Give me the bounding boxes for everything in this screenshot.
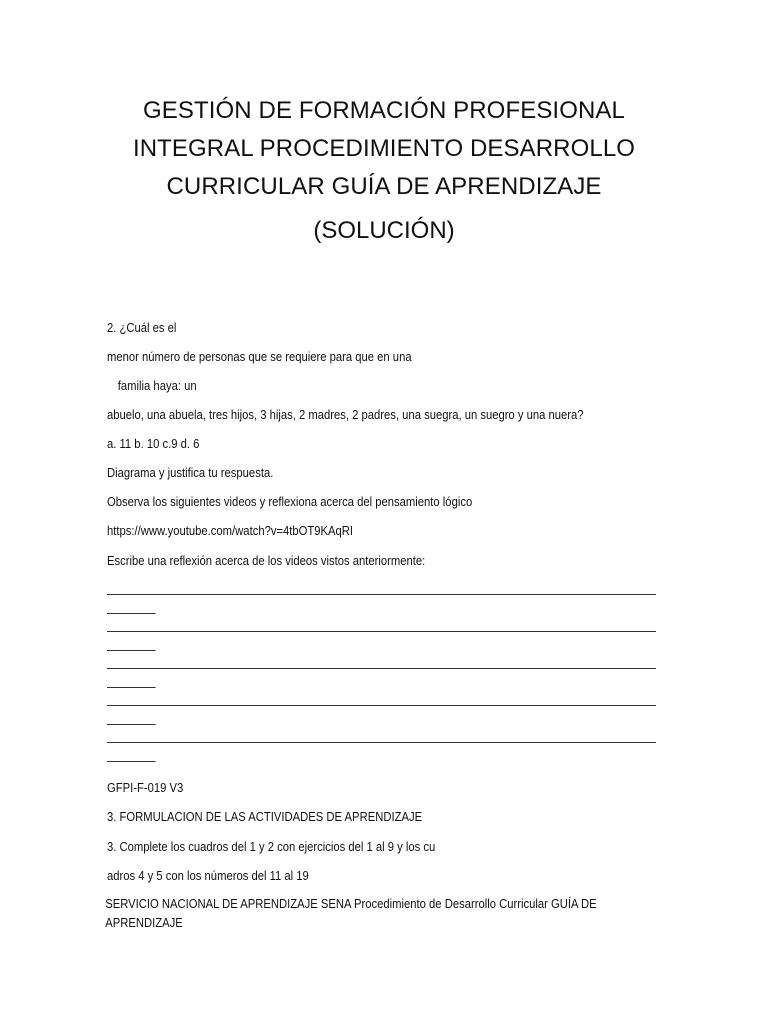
question-instruction: Diagrama y justifica tu respuesta. xyxy=(107,466,274,480)
video-link[interactable]: https://www.youtube.com/watch?v=4tbOT9KAqRI xyxy=(107,524,354,538)
institution-footer: SERVICIO NACIONAL DE APRENDIZAJE SENA Procedimiento de Desarrollo Curricular GUÍA DE APRENDIZAJE xyxy=(105,897,597,930)
title-line-1: GESTIÓN DE FORMACIÓN PROFESIONAL xyxy=(143,97,625,124)
section-heading: 3. FORMULACION DE LAS ACTIVIDADES DE APRENDIZAJE xyxy=(107,810,423,824)
question-line-4: abuelo, una abuela, tres hijos, 3 hijas, 2 madres, 2 padres, una suegra, un suegro y una nuera? xyxy=(107,408,584,422)
reflection-answer-line-4[interactable] xyxy=(107,693,656,729)
reflection-prompt: Escribe una reflexión acerca de los videos vistos anteriormente: xyxy=(107,554,426,568)
question-line-3: familia haya: un xyxy=(117,379,197,393)
document-title xyxy=(0,92,768,206)
activity-line-2: adros 4 y 5 con los números del 11 al 19 xyxy=(107,869,309,883)
videos-prompt: Observa los siguientes videos y reflexiona acerca del pensamiento lógico xyxy=(107,495,473,509)
reflection-answer-line-2[interactable] xyxy=(107,619,656,655)
reflection-answer-line-3[interactable] xyxy=(107,656,656,692)
answer-options: a. 11 b. 10 c.9 d. 6 xyxy=(107,437,200,451)
form-code: GFPI-F-019 V3 xyxy=(107,781,184,795)
reflection-answer-line-1[interactable] xyxy=(107,582,656,618)
activity-line-1: 3. Complete los cuadros del 1 y 2 con ejercicios del 1 al 9 y los cu xyxy=(107,840,436,854)
title-line-2: INTEGRAL PROCEDIMIENTO DESARROLLO xyxy=(132,135,636,162)
document-subtitle: (SOLUCIÓN) xyxy=(313,217,455,244)
question-line-2: menor número de personas que se requiere para que en una xyxy=(107,350,412,364)
question-line-1: 2. ¿Cuál es el xyxy=(107,321,177,335)
reflection-answer-line-5[interactable] xyxy=(107,730,656,766)
title-line-3: CURRICULAR GUÍA DE APRENDIZAJE xyxy=(166,173,602,200)
